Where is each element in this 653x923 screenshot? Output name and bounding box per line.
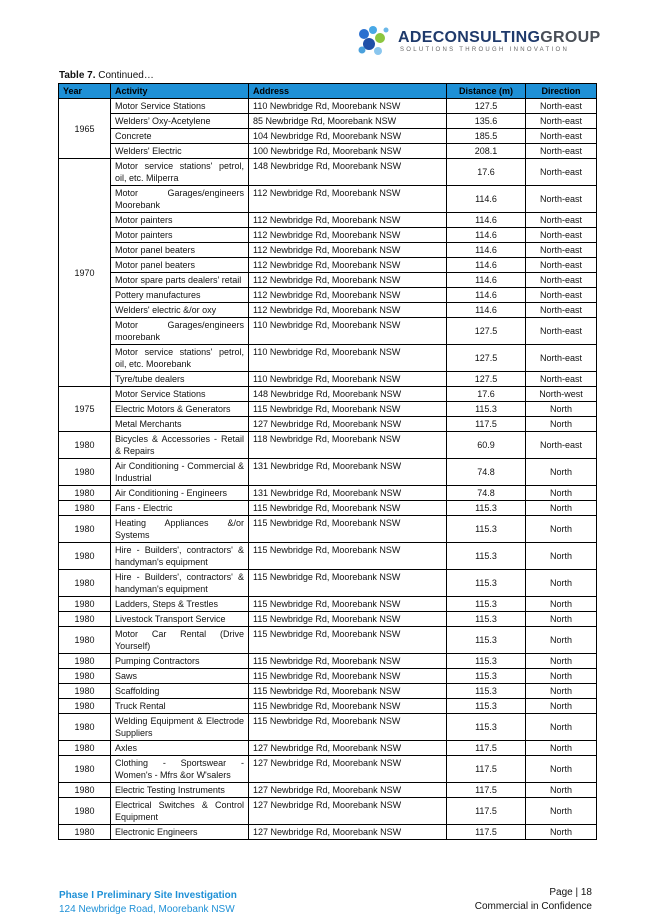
- cell-activity: Livestock Transport Service: [111, 612, 249, 627]
- cell-direction: North: [526, 699, 597, 714]
- cell-distance: 114.6: [447, 303, 526, 318]
- cell-activity: Tyre/tube dealers: [111, 372, 249, 387]
- table-caption-text: Continued…: [95, 70, 154, 81]
- cell-direction: North-east: [526, 114, 597, 129]
- cell-year: 1980: [59, 627, 111, 654]
- cell-direction: North-east: [526, 273, 597, 288]
- cell-year: 1980: [59, 669, 111, 684]
- company-logo: [356, 24, 601, 60]
- cell-distance: 208.1: [447, 144, 526, 159]
- cell-activity: Axles: [111, 741, 249, 756]
- cell-direction: North: [526, 543, 597, 570]
- cell-distance: 127.5: [447, 345, 526, 372]
- table-row: [59, 417, 597, 432]
- cell-year: 1980: [59, 501, 111, 516]
- cell-direction: North: [526, 741, 597, 756]
- footer-page-info: [475, 886, 592, 914]
- table-row: [59, 372, 597, 387]
- cell-address: 112 Newbridge Rd, Moorebank NSW: [249, 243, 447, 258]
- footer-doc-title: Phase I Preliminary Site Investigation: [59, 890, 237, 901]
- cell-distance: 114.6: [447, 213, 526, 228]
- cell-activity: Hire - Builders', contractors' & handyman's equipment: [111, 570, 249, 597]
- cell-direction: North-east: [526, 288, 597, 303]
- cell-year: 1980: [59, 543, 111, 570]
- cell-activity: Saws: [111, 669, 249, 684]
- table-row: [59, 432, 597, 459]
- table-row: [59, 318, 597, 345]
- cell-direction: North: [526, 459, 597, 486]
- table-header-row: [59, 84, 597, 99]
- cell-year: 1980: [59, 741, 111, 756]
- col-header-distance: Distance (m): [447, 84, 526, 99]
- cell-distance: 60.9: [447, 432, 526, 459]
- table-row: [59, 741, 597, 756]
- cell-address: 115 Newbridge Rd, Moorebank NSW: [249, 597, 447, 612]
- cell-direction: North-east: [526, 144, 597, 159]
- cell-activity: Motor panel beaters: [111, 243, 249, 258]
- cell-address: 112 Newbridge Rd, Moorebank NSW: [249, 228, 447, 243]
- cell-direction: North: [526, 501, 597, 516]
- cell-distance: 114.6: [447, 228, 526, 243]
- cell-activity: Hire - Builders', contractors' & handyman's equipment: [111, 543, 249, 570]
- cell-activity: Motor service stations' petrol, oil, etc. Moorebank: [111, 345, 249, 372]
- cell-address: 115 Newbridge Rd, Moorebank NSW: [249, 669, 447, 684]
- cell-activity: Motor painters: [111, 228, 249, 243]
- cell-direction: North: [526, 756, 597, 783]
- cell-direction: North: [526, 714, 597, 741]
- cell-activity: Welders’ Oxy-Acetylene: [111, 114, 249, 129]
- cell-address: 115 Newbridge Rd, Moorebank NSW: [249, 543, 447, 570]
- cell-activity: Scaffolding: [111, 684, 249, 699]
- cell-activity: Motor spare parts dealers’ retail: [111, 273, 249, 288]
- cell-direction: North-east: [526, 258, 597, 273]
- cell-address: 127 Newbridge Rd, Moorebank NSW: [249, 798, 447, 825]
- cell-address: 131 Newbridge Rd, Moorebank NSW: [249, 459, 447, 486]
- cell-distance: 74.8: [447, 486, 526, 501]
- logo-molecule-icon: [356, 24, 392, 58]
- cell-direction: North: [526, 486, 597, 501]
- cell-distance: 115.3: [447, 516, 526, 543]
- table-row: [59, 303, 597, 318]
- table-row: [59, 714, 597, 741]
- col-header-activity: Activity: [111, 84, 249, 99]
- cell-direction: North: [526, 627, 597, 654]
- cell-activity: Fans - Electric: [111, 501, 249, 516]
- cell-activity: Motor Car Rental (Drive Yourself): [111, 627, 249, 654]
- cell-direction: North: [526, 825, 597, 840]
- table-row: [59, 825, 597, 840]
- cell-address: 115 Newbridge Rd, Moorebank NSW: [249, 684, 447, 699]
- table-row: [59, 273, 597, 288]
- cell-distance: 117.5: [447, 741, 526, 756]
- cell-address: 85 Newbridge Rd, Moorebank NSW: [249, 114, 447, 129]
- table-row: [59, 654, 597, 669]
- table-row: [59, 669, 597, 684]
- table-row: [59, 516, 597, 543]
- cell-activity: Truck Rental: [111, 699, 249, 714]
- cell-distance: 17.6: [447, 387, 526, 402]
- table-row: [59, 612, 597, 627]
- cell-address: 110 Newbridge Rd, Moorebank NSW: [249, 99, 447, 114]
- cell-direction: North-east: [526, 213, 597, 228]
- cell-address: 112 Newbridge Rd, Moorebank NSW: [249, 288, 447, 303]
- cell-year: 1980: [59, 798, 111, 825]
- col-header-direction: Direction: [526, 84, 597, 99]
- cell-activity: Welders' Electric: [111, 144, 249, 159]
- cell-address: 127 Newbridge Rd, Moorebank NSW: [249, 741, 447, 756]
- cell-activity: Motor service stations' petrol, oil, etc. Milperra: [111, 159, 249, 186]
- col-header-year: Year: [59, 84, 111, 99]
- cell-distance: 127.5: [447, 372, 526, 387]
- cell-year: 1965: [59, 99, 111, 159]
- cell-direction: North-east: [526, 303, 597, 318]
- cell-activity: Heating Appliances &/or Systems: [111, 516, 249, 543]
- cell-distance: 117.5: [447, 417, 526, 432]
- logo-wordmark: ADECONSULTINGGROUP: [398, 29, 601, 46]
- cell-direction: North: [526, 516, 597, 543]
- table-row: [59, 228, 597, 243]
- cell-direction: North: [526, 570, 597, 597]
- cell-direction: North: [526, 798, 597, 825]
- cell-direction: North-east: [526, 372, 597, 387]
- cell-direction: North-east: [526, 318, 597, 345]
- table-row: [59, 144, 597, 159]
- cell-address: 100 Newbridge Rd, Moorebank NSW: [249, 144, 447, 159]
- cell-direction: North-east: [526, 432, 597, 459]
- cell-address: 148 Newbridge Rd, Moorebank NSW: [249, 159, 447, 186]
- cell-distance: 114.6: [447, 288, 526, 303]
- table-row: [59, 684, 597, 699]
- footer-document-info: [59, 889, 237, 917]
- footer-site-address: 124 Newbridge Road, Moorebank NSW: [59, 904, 235, 915]
- table-row: [59, 186, 597, 213]
- table-row: [59, 459, 597, 486]
- cell-direction: North: [526, 402, 597, 417]
- cell-distance: 74.8: [447, 459, 526, 486]
- table-row: [59, 129, 597, 144]
- cell-address: 115 Newbridge Rd, Moorebank NSW: [249, 402, 447, 417]
- cell-address: 115 Newbridge Rd, Moorebank NSW: [249, 714, 447, 741]
- cell-year: 1980: [59, 432, 111, 459]
- cell-year: 1980: [59, 714, 111, 741]
- cell-activity: Clothing - Sportswear - Women's - Mfrs &or W'salers: [111, 756, 249, 783]
- table-row: [59, 243, 597, 258]
- cell-direction: North-east: [526, 345, 597, 372]
- cell-address: 110 Newbridge Rd, Moorebank NSW: [249, 372, 447, 387]
- table-row: [59, 114, 597, 129]
- table-row: [59, 570, 597, 597]
- cell-year: 1980: [59, 825, 111, 840]
- cell-direction: North-east: [526, 228, 597, 243]
- cell-address: 115 Newbridge Rd, Moorebank NSW: [249, 654, 447, 669]
- cell-direction: North: [526, 417, 597, 432]
- cell-activity: Motor Garages/engineers moorebank: [111, 318, 249, 345]
- cell-activity: Motor Service Stations: [111, 387, 249, 402]
- cell-year: 1980: [59, 654, 111, 669]
- table-row: [59, 288, 597, 303]
- cell-distance: 115.3: [447, 501, 526, 516]
- cell-activity: Pottery manufactures: [111, 288, 249, 303]
- footer-confidentiality: Commercial in Confidence: [474, 901, 592, 912]
- cell-activity: Pumping Contractors: [111, 654, 249, 669]
- table-row: [59, 501, 597, 516]
- cell-distance: 114.6: [447, 273, 526, 288]
- cell-activity: Motor painters: [111, 213, 249, 228]
- cell-direction: North: [526, 669, 597, 684]
- table-row: [59, 258, 597, 273]
- cell-distance: 117.5: [447, 783, 526, 798]
- cell-year: 1980: [59, 486, 111, 501]
- table-row: [59, 159, 597, 186]
- cell-year: 1975: [59, 387, 111, 432]
- cell-direction: North: [526, 783, 597, 798]
- cell-address: 131 Newbridge Rd, Moorebank NSW: [249, 486, 447, 501]
- cell-year: 1980: [59, 699, 111, 714]
- cell-address: 115 Newbridge Rd, Moorebank NSW: [249, 516, 447, 543]
- cell-direction: North-east: [526, 129, 597, 144]
- cell-distance: 115.3: [447, 699, 526, 714]
- cell-distance: 115.3: [447, 669, 526, 684]
- cell-address: 118 Newbridge Rd, Moorebank NSW: [249, 432, 447, 459]
- cell-address: 115 Newbridge Rd, Moorebank NSW: [249, 627, 447, 654]
- cell-address: 148 Newbridge Rd, Moorebank NSW: [249, 387, 447, 402]
- table-row: [59, 402, 597, 417]
- cell-distance: 135.6: [447, 114, 526, 129]
- table-row: [59, 345, 597, 372]
- cell-direction: North-west: [526, 387, 597, 402]
- cell-distance: 17.6: [447, 159, 526, 186]
- cell-year: 1980: [59, 684, 111, 699]
- cell-address: 115 Newbridge Rd, Moorebank NSW: [249, 501, 447, 516]
- table-row: [59, 486, 597, 501]
- cell-address: 127 Newbridge Rd, Moorebank NSW: [249, 756, 447, 783]
- cell-year: 1970: [59, 159, 111, 387]
- cell-year: 1980: [59, 516, 111, 543]
- cell-year: 1980: [59, 597, 111, 612]
- cell-address: 115 Newbridge Rd, Moorebank NSW: [249, 570, 447, 597]
- cell-year: 1980: [59, 459, 111, 486]
- cell-distance: 127.5: [447, 99, 526, 114]
- cell-address: 127 Newbridge Rd, Moorebank NSW: [249, 825, 447, 840]
- table-row: [59, 99, 597, 114]
- table-row: [59, 627, 597, 654]
- cell-distance: 115.3: [447, 597, 526, 612]
- cell-address: 110 Newbridge Rd, Moorebank NSW: [249, 345, 447, 372]
- cell-distance: 115.3: [447, 570, 526, 597]
- cell-distance: 115.3: [447, 402, 526, 417]
- cell-year: 1980: [59, 570, 111, 597]
- cell-activity: Concrete: [111, 129, 249, 144]
- cell-distance: 115.3: [447, 714, 526, 741]
- cell-year: 1980: [59, 783, 111, 798]
- table-row: [59, 387, 597, 402]
- cell-address: 127 Newbridge Rd, Moorebank NSW: [249, 783, 447, 798]
- cell-direction: North-east: [526, 243, 597, 258]
- cell-distance: 115.3: [447, 627, 526, 654]
- cell-distance: 115.3: [447, 684, 526, 699]
- col-header-address: Address: [249, 84, 447, 99]
- table-row: [59, 213, 597, 228]
- table-row: [59, 543, 597, 570]
- cell-distance: 114.6: [447, 186, 526, 213]
- cell-activity: Motor panel beaters: [111, 258, 249, 273]
- cell-activity: Metal Merchants: [111, 417, 249, 432]
- cell-activity: Electronic Engineers: [111, 825, 249, 840]
- cell-address: 112 Newbridge Rd, Moorebank NSW: [249, 213, 447, 228]
- cell-distance: 117.5: [447, 756, 526, 783]
- cell-address: 110 Newbridge Rd, Moorebank NSW: [249, 318, 447, 345]
- cell-distance: 115.3: [447, 654, 526, 669]
- cell-direction: North-east: [526, 159, 597, 186]
- table-row: [59, 699, 597, 714]
- cell-address: 115 Newbridge Rd, Moorebank NSW: [249, 699, 447, 714]
- cell-distance: 117.5: [447, 825, 526, 840]
- table-row: [59, 597, 597, 612]
- cell-activity: Ladders, Steps & Trestles: [111, 597, 249, 612]
- table-row: [59, 783, 597, 798]
- cell-activity: Welders' electric &/or oxy: [111, 303, 249, 318]
- cell-activity: Motor Garages/engineers Moorebank: [111, 186, 249, 213]
- cell-activity: Bicycles & Accessories - Retail & Repairs: [111, 432, 249, 459]
- table-body: [59, 99, 597, 840]
- cell-direction: North: [526, 597, 597, 612]
- cell-activity: Motor Service Stations: [111, 99, 249, 114]
- footer-page-number: Page | 18: [549, 887, 592, 898]
- cell-year: 1980: [59, 612, 111, 627]
- cell-activity: Welding Equipment & Electrode Suppliers: [111, 714, 249, 741]
- cell-direction: North: [526, 654, 597, 669]
- cell-address: 127 Newbridge Rd, Moorebank NSW: [249, 417, 447, 432]
- cell-address: 112 Newbridge Rd, Moorebank NSW: [249, 303, 447, 318]
- cell-distance: 127.5: [447, 318, 526, 345]
- cell-activity: Electric Testing Instruments: [111, 783, 249, 798]
- cell-address: 112 Newbridge Rd, Moorebank NSW: [249, 273, 447, 288]
- cell-year: 1980: [59, 756, 111, 783]
- cell-activity: Air Conditioning - Engineers: [111, 486, 249, 501]
- cell-address: 112 Newbridge Rd, Moorebank NSW: [249, 186, 447, 213]
- table-caption: [59, 70, 154, 81]
- cell-distance: 115.3: [447, 612, 526, 627]
- cell-address: 115 Newbridge Rd, Moorebank NSW: [249, 612, 447, 627]
- cell-distance: 115.3: [447, 543, 526, 570]
- table-caption-label: Table 7.: [59, 70, 96, 81]
- cell-direction: North-east: [526, 99, 597, 114]
- cell-distance: 114.6: [447, 243, 526, 258]
- cell-activity: Air Conditioning - Commercial & Industrial: [111, 459, 249, 486]
- cell-distance: 185.5: [447, 129, 526, 144]
- cell-activity: Electric Motors & Generators: [111, 402, 249, 417]
- cell-activity: Electrical Switches & Control Equipment: [111, 798, 249, 825]
- cell-direction: North-east: [526, 186, 597, 213]
- cell-direction: North: [526, 684, 597, 699]
- cell-distance: 114.6: [447, 258, 526, 273]
- historical-activities-table: [58, 83, 597, 840]
- cell-address: 104 Newbridge Rd, Moorebank NSW: [249, 129, 447, 144]
- cell-direction: North: [526, 612, 597, 627]
- cell-address: 112 Newbridge Rd, Moorebank NSW: [249, 258, 447, 273]
- cell-distance: 117.5: [447, 798, 526, 825]
- table-row: [59, 756, 597, 783]
- table-row: [59, 798, 597, 825]
- logo-tagline: SOLUTIONS THROUGH INNOVATION: [400, 47, 570, 53]
